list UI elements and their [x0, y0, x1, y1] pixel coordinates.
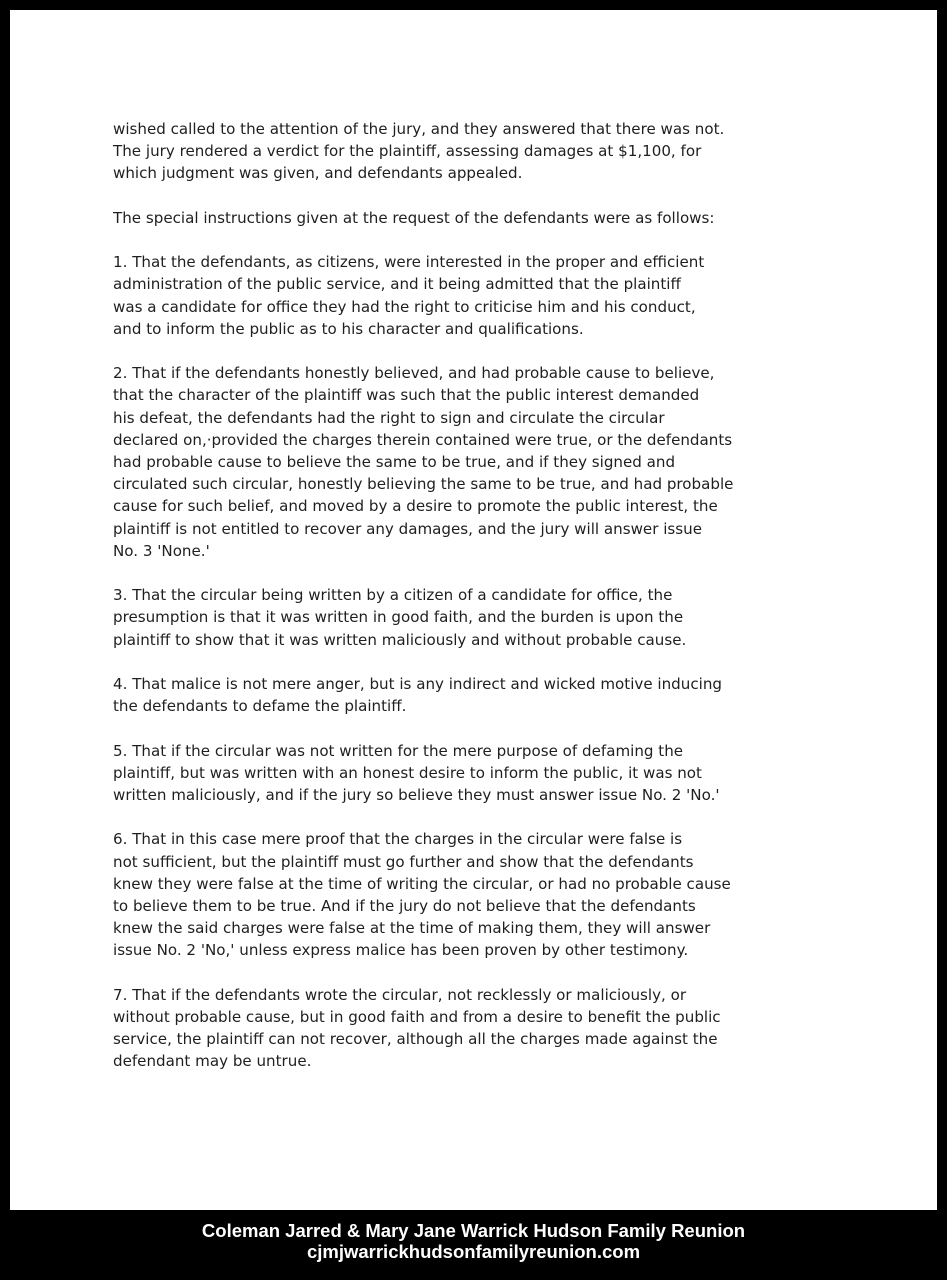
- text-line: declared on,·provided the charges therein contained were true, or the defendants: [113, 430, 733, 449]
- text-line: to believe them to be true. And if the jury do not believe that the defendants: [113, 897, 696, 915]
- text-line: 3. That the circular being written by a citizen of a candidate for office, the: [113, 586, 673, 605]
- text-line: 5. That if the circular was not written for the mere purpose of defaming the: [113, 741, 684, 760]
- text-line: circulated such circular, honestly believing the same to be true, and had probable: [113, 475, 734, 494]
- paragraph-instruction-5: [113, 740, 733, 807]
- text-line: plaintiff, but was written with an honest desire to inform the public, it was not: [113, 763, 702, 782]
- document-page: [10, 10, 937, 1210]
- text-line: written maliciously, and if the jury so believe they must answer issue No. 2 'No.': [113, 786, 720, 804]
- paragraph-instruction-3: [113, 584, 733, 651]
- paragraph-instruction-1: [113, 251, 733, 340]
- document-body: [113, 118, 733, 1095]
- text-line: service, the plaintiff can not recover, although all the charges made against the: [113, 1030, 718, 1049]
- text-line: had probable cause to believe the same to be true, and if they signed and: [113, 453, 676, 471]
- text-line: his defeat, the defendants had the right to sign and circulate the circular: [113, 408, 665, 427]
- text-line: administration of the public service, and it being admitted that the plaintiff: [113, 275, 681, 294]
- text-line: that the character of the plaintiff was such that the public interest demanded: [113, 386, 700, 405]
- text-line: wished called to the attention of the jury, and they answered that there was not.: [113, 120, 725, 138]
- text-line: No. 3 'None.': [113, 541, 210, 560]
- text-line: without probable cause, but in good faith and from a desire to benefit the public: [113, 1008, 721, 1026]
- paragraph-instruction-7: [113, 984, 733, 1073]
- paragraph-instruction-2: [113, 362, 733, 562]
- text-line: 6. That in this case mere proof that the charges in the circular were false is: [113, 830, 683, 849]
- text-line: plaintiff is not entitled to recover any damages, and the jury will answer issue: [113, 519, 702, 538]
- text-line: knew the said charges were false at the time of making them, they will answer: [113, 919, 711, 938]
- text-line: cause for such belief, and moved by a desire to promote the public interest, the: [113, 497, 718, 516]
- paragraph-instructions-intro: [113, 207, 733, 229]
- text-line: plaintiff to show that it was written maliciously and without probable cause.: [113, 630, 687, 649]
- footer-caption: [0, 1220, 947, 1262]
- paragraph-instruction-6: [113, 828, 733, 961]
- paragraph-instruction-4: [113, 673, 733, 717]
- text-line: 4. That malice is not mere anger, but is any indirect and wicked motive inducing: [113, 675, 722, 693]
- paragraph-verdict: [113, 118, 733, 185]
- text-line: The jury rendered a verdict for the plaintiff, assessing damages at $1,100, for: [113, 142, 702, 161]
- text-line: was a candidate for office they had the right to criticise him and his conduct,: [113, 297, 696, 316]
- footer-title: Coleman Jarred & Mary Jane Warrick Hudson Family Reunion: [201, 1220, 746, 1241]
- text-line: the defendants to defame the plaintiff.: [113, 697, 407, 716]
- text-line: which judgment was given, and defendants appealed.: [113, 164, 523, 183]
- text-line: knew they were false at the time of writing the circular, or had no probable cause: [113, 874, 731, 893]
- text-line: 7. That if the defendants wrote the circular, not recklessly or maliciously, or: [113, 985, 687, 1004]
- text-line: presumption is that it was written in good faith, and the burden is upon the: [113, 608, 684, 627]
- text-line: 2. That if the defendants honestly believed, and had probable cause to believe,: [113, 364, 715, 383]
- text-line: issue No. 2 'No,' unless express malice has been proven by other testimony.: [113, 941, 689, 960]
- text-line: and to inform the public as to his character and qualifications.: [113, 319, 584, 338]
- text-line: defendant may be untrue.: [113, 1052, 312, 1071]
- text-line: not sufficient, but the plaintiff must go further and show that the defendants: [113, 852, 694, 871]
- text-line: The special instructions given at the request of the defendants were as follows:: [113, 208, 715, 227]
- footer-url: cjmjwarrickhudsonfamilyreunion.com: [306, 1241, 641, 1262]
- text-line: 1. That the defendants, as citizens, were interested in the proper and efficient: [113, 253, 705, 272]
